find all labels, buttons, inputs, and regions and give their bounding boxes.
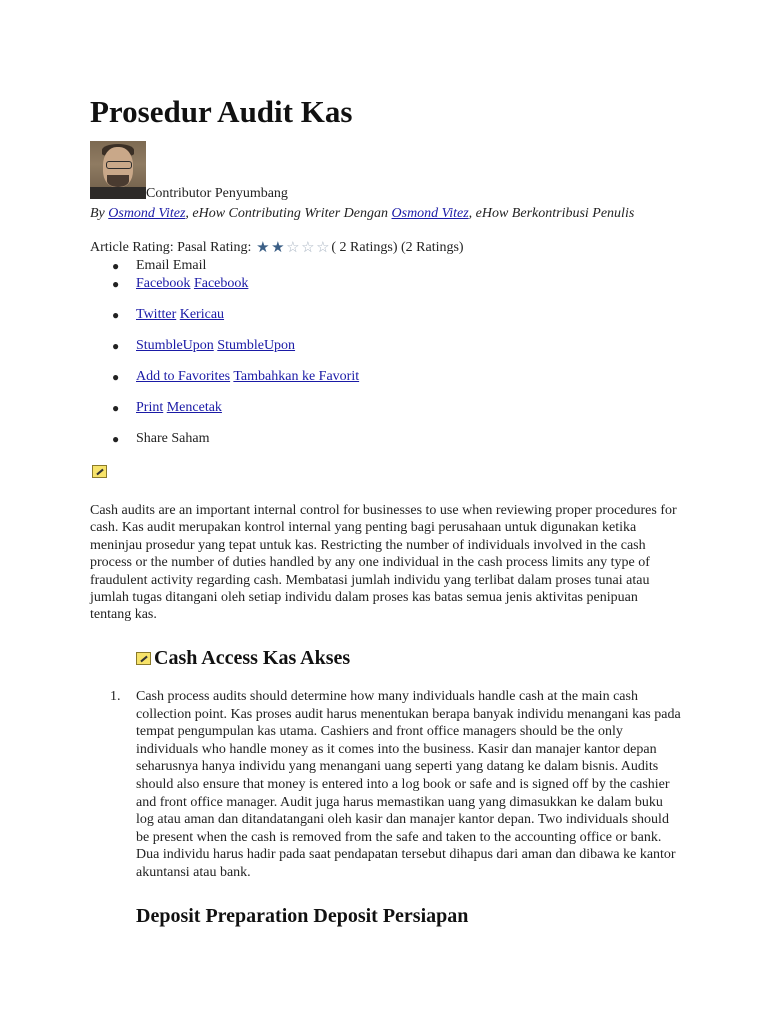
author-link[interactable]: Osmond Vitez: [108, 206, 186, 221]
facebook-link-translated[interactable]: Facebook: [193, 276, 249, 291]
star-empty-icon[interactable]: ☆: [301, 240, 315, 256]
bullet-icon: ●: [112, 432, 120, 446]
star-icon[interactable]: ★: [271, 240, 285, 256]
share-item-email: ● Email Email: [112, 258, 207, 273]
share-item-share: ● Share Saham: [112, 431, 210, 446]
contributor-label: Contributor Penyumbang: [146, 186, 288, 201]
byline-suffix: , eHow Berkontribusi Penulis: [468, 206, 635, 221]
rating-stars[interactable]: [255, 240, 330, 256]
bullet-icon: ●: [112, 308, 120, 322]
intro-paragraph: Cash audits are an important internal control for businesses to use when reviewing proper procedures for cash. Kas audit merupakan kontrol internal yang penting bagi perusahaan untuk digunakan ketika meninjau prosedur yang tepat untuk kas. Restricting the number of individuals involved in the cash process or the number of duties handled by any one individual in the cash process limits any type of fraudulent activity regarding cash. Membatasi jumlah individu yang terlibat dalam proses tunai atau jumlah tugas ditangani oleh setiap individu dalam proses kas batas semua jenis aktivitas penipuan tentang kas.: [90, 503, 677, 623]
author-link-translated[interactable]: Osmond Vitez: [391, 206, 469, 221]
step-item: [90, 688, 684, 882]
star-empty-icon[interactable]: ☆: [286, 240, 300, 256]
star-empty-icon[interactable]: ☆: [316, 240, 330, 256]
share-item-facebook: [90, 276, 359, 292]
edit-icon[interactable]: [92, 465, 107, 478]
stumbleupon-link-translated[interactable]: StumbleUpon: [217, 338, 296, 353]
byline-prefix: By: [90, 206, 105, 221]
byline: [90, 205, 650, 222]
star-icon[interactable]: ★: [256, 240, 270, 256]
share-item-stumbleupon: [90, 338, 359, 354]
byline-middle: , eHow Contributing Writer Dengan: [185, 206, 389, 221]
facebook-link[interactable]: Facebook: [136, 276, 191, 291]
page-title: Prosedur Audit Kas: [90, 94, 353, 129]
bullet-icon: ●: [112, 259, 120, 273]
stumbleupon-link[interactable]: StumbleUpon: [136, 338, 214, 353]
bullet-icon: ●: [112, 401, 120, 415]
rating-count: ( 2 Ratings) (2 Ratings): [331, 240, 464, 255]
steps-list: [90, 688, 684, 882]
share-list: [90, 258, 359, 447]
step-text: Cash process audits should determine how many individuals handle cash at the main cash collection point. Kas proses audit harus menentukan berapa banyak individu menangani kas pada tempat pengumpulan kas utama. Cashiers and front office managers should be the only individuals who handle money as it comes into the business. Kasir dan manajer kantor depan seharusnya hanya individu yang menangani uang seperti yang datang ke dalam bisnis. Audits should also ensure that money is entered into a log book or safe and is signed off by the cashier and front office manager. Audit juga harus memastikan uang yang dimasukkan ke dalam buku log atau aman dan ditandatangani oleh kasir dan manajer kantor depan. Two individuals should be present when the cash is removed from the safe and taken to the accounting office or bank. Dua individu harus hadir pada saat pendapatan tersebut dihapus dari aman dan dibawa ke kantor akuntansi atau bank.: [136, 689, 681, 880]
author-avatar: [90, 141, 146, 199]
print-link-translated[interactable]: Mencetak: [166, 400, 222, 415]
bullet-icon: ●: [112, 370, 120, 384]
section-heading-cash-access: Cash Access Kas Akses: [136, 646, 350, 670]
twitter-link[interactable]: Twitter: [136, 307, 177, 322]
share-item-twitter: [90, 307, 359, 323]
section-heading-deposit-preparation: Deposit Preparation Deposit Persiapan: [136, 905, 469, 927]
add-to-favorites-link-translated[interactable]: Tambahkan ke Favorit: [233, 369, 360, 384]
twitter-link-translated[interactable]: Kericau: [179, 307, 225, 322]
print-link[interactable]: Print: [136, 400, 164, 415]
edit-icon[interactable]: [136, 652, 151, 665]
rating-label: Article Rating: Pasal Rating:: [90, 240, 252, 255]
step-number: 1.: [110, 689, 121, 704]
article-rating: [90, 240, 464, 256]
share-item-favorites: [90, 369, 359, 385]
share-item-print: [90, 400, 359, 416]
bullet-icon: ●: [112, 277, 120, 291]
bullet-icon: ●: [112, 339, 120, 353]
add-to-favorites-link[interactable]: Add to Favorites: [136, 369, 231, 384]
